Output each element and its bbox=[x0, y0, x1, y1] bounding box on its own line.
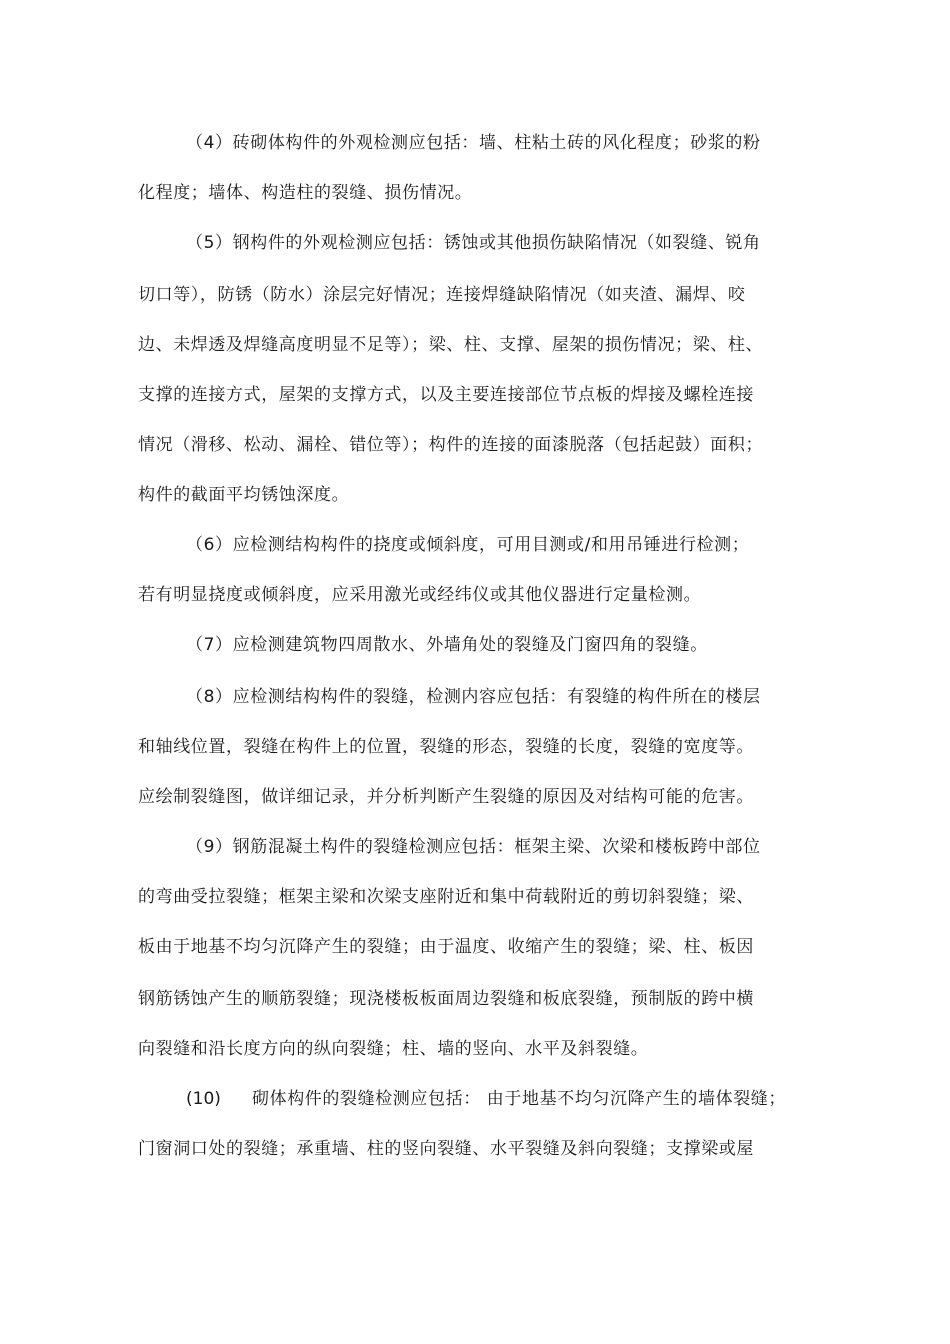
paragraph-5-line-5: 情况（滑移、松动、漏栓、错位等）；构件的连接的面漆脱落（包括起鼓）面积； bbox=[138, 435, 764, 455]
paragraph-9-line-2: 的弯曲受拉裂缝；框架主梁和次梁支座附近和集中荷载附近的剪切斜裂缝；梁、 bbox=[138, 887, 754, 907]
paragraph-7-line-1: （7）应检测建筑物四周散水、外墙角处的裂缝及门窗四角的裂缝。 bbox=[186, 635, 708, 655]
paragraph-9-line-3: 板由于地基不均匀沉降产生的裂缝；由于温度、收缩产生的裂缝；梁、柱、板因 bbox=[138, 937, 754, 957]
paragraph-9-line-5: 向裂缝和沿长度方向的纵向裂缝；柱、墙的竖向、水平及斜裂缝。 bbox=[138, 1039, 649, 1059]
paragraph-6-line-1: （6）应检测结构构件的挠度或倾斜度，可用目测或/和用吊锤进行检测； bbox=[186, 535, 750, 555]
paragraph-4-line-1: （4）砖砌体构件的外观检测应包括：墙、柱粘土砖的风化程度；砂浆的粉 bbox=[186, 133, 761, 153]
paragraph-10-number: (10) bbox=[186, 1089, 221, 1109]
paragraph-5-line-3: 边、未焊透及焊缝高度明显不足等）；梁、柱、支撑、屋架的损伤情况；梁、柱、 bbox=[138, 335, 764, 355]
paragraph-8-line-1: （8）应检测结构构件的裂缝，检测内容应包括：有裂缝的构件所在的楼层 bbox=[186, 687, 761, 707]
paragraph-9-line-1: （9）钢筋混凝土构件的裂缝检测应包括：框架主梁、次梁和楼板跨中部位 bbox=[186, 837, 761, 857]
paragraph-10-line-1: 砌体构件的裂缝检测应包括： 由于地基不均匀沉降产生的墙体裂缝； bbox=[252, 1089, 787, 1109]
paragraph-9-line-4: 钢筋锈蚀产生的顺筋裂缝；现浇楼板板面周边裂缝和板底裂缝，预制版的跨中横 bbox=[138, 989, 754, 1009]
paragraph-6-line-2: 若有明显挠度或倾斜度，应采用激光或经纬仪或其他仪器进行定量检测。 bbox=[138, 585, 702, 605]
paragraph-5-line-4: 支撑的连接方式，屋架的支撑方式，以及主要连接部位节点板的焊接及螺栓连接 bbox=[138, 385, 754, 405]
paragraph-8-line-3: 应绘制裂缝图，做详细记录，并分析判断产生裂缝的原因及对结构可能的危害。 bbox=[138, 787, 754, 807]
paragraph-5-line-6: 构件的截面平均锈蚀深度。 bbox=[138, 485, 350, 505]
paragraph-5-line-1: （5）钢构件的外观检测应包括：锈蚀或其他损伤缺陷情况（如裂缝、锐角 bbox=[186, 233, 761, 253]
paragraph-4-line-2: 化程度；墙体、构造柱的裂缝、损伤情况。 bbox=[138, 183, 473, 203]
paragraph-5-line-2: 切口等），防锈（防水）涂层完好情况；连接焊缝缺陷情况（如夹渣、漏焊、咬 bbox=[138, 285, 746, 305]
paragraph-8-line-2: 和轴线位置，裂缝在构件上的位置，裂缝的形态，裂缝的长度，裂缝的宽度等。 bbox=[138, 737, 754, 757]
paragraph-10-line-2: 门窗洞口处的裂缝；承重墙、柱的竖向裂缝、水平裂缝及斜向裂缝；支撑梁或屋 bbox=[138, 1139, 754, 1159]
